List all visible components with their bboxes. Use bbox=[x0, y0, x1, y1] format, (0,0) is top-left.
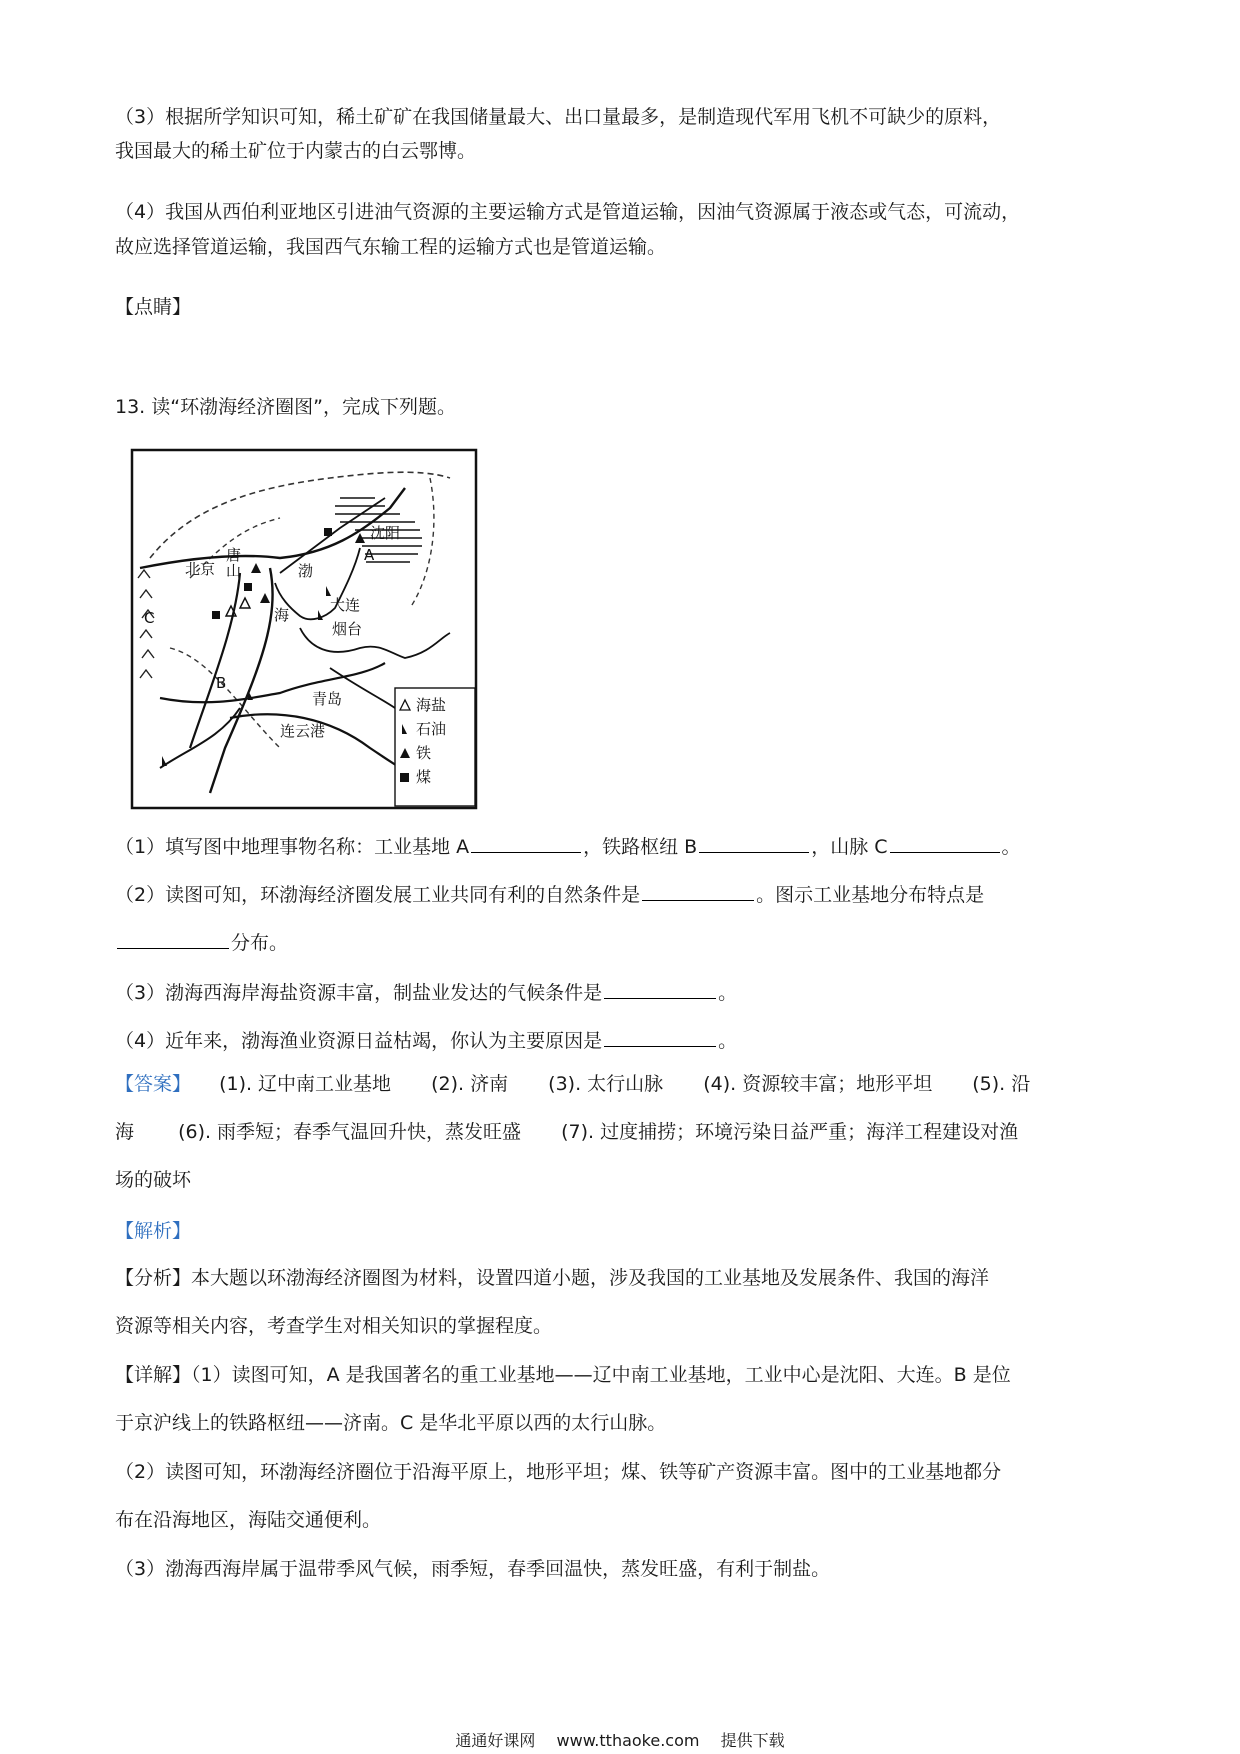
label-tangshan-2: 山 bbox=[226, 562, 242, 580]
answer-line-1 bbox=[115, 1075, 1030, 1094]
label-C: C bbox=[144, 609, 155, 627]
blank-railway-hub-b[interactable] bbox=[699, 832, 809, 853]
map-legend bbox=[395, 688, 475, 806]
q3-part-b: 。 bbox=[718, 982, 738, 1004]
detail-2-line-1: （2）读图可知，环渤海经济圈位于沿海平原上，地形平坦；煤、铁等矿产资源丰富。图中的工业基地都分 bbox=[115, 1461, 1002, 1483]
q2-part-a: （2）读图可知，环渤海经济圈发展工业共同有利的自然条件是 bbox=[115, 884, 641, 906]
para-4-line-1: （4）我国从西伯利亚地区引进油气资源的主要运输方式是管道运输，因油气资源属于液态或气态，可流动， bbox=[115, 201, 1021, 223]
answer-1: (1). 辽中南工业基地 bbox=[219, 1073, 392, 1095]
question-2-line-1 bbox=[115, 880, 984, 905]
answer-5-part-a: (5). 沿 bbox=[972, 1073, 1031, 1095]
answer-6: (6). 雨季短；春季气温回升快，蒸发旺盛 bbox=[178, 1121, 522, 1143]
footer-note: 提供下载 bbox=[720, 1731, 785, 1750]
detail-2-line-2: 布在沿海地区，海陆交通便利。 bbox=[115, 1509, 382, 1531]
footer-url[interactable]: www.tthaoke.com bbox=[556, 1731, 700, 1750]
blank-natural-conditions[interactable] bbox=[642, 880, 754, 901]
jiexi-heading: 【解析】 bbox=[115, 1220, 192, 1242]
q1-part-b: ，铁路枢纽 B bbox=[583, 836, 698, 858]
q4-part-a: （4）近年来，渤海渔业资源日益枯竭，你认为主要原因是 bbox=[115, 1030, 603, 1052]
q3-part-a: （3）渤海西海岸海盐资源丰富，制盐业发达的气候条件是 bbox=[115, 982, 603, 1004]
coal-symbol-hebei bbox=[212, 611, 220, 619]
answer-label: 【答案】 bbox=[115, 1073, 192, 1095]
legend-coal-icon bbox=[400, 773, 409, 782]
question-3 bbox=[115, 978, 737, 1003]
answer-line-2 bbox=[115, 1123, 1018, 1142]
detail-line-2: 于京沪线上的铁路枢纽——济南。C 是华北平原以西的太行山脉。 bbox=[115, 1412, 667, 1434]
footer-site-name: 通通好课网 bbox=[455, 1731, 536, 1750]
dianjing-heading: 【点睛】 bbox=[115, 296, 192, 318]
label-lianyungang: 连云港 bbox=[280, 722, 326, 740]
label-B: B bbox=[216, 674, 227, 692]
label-hai: 海 bbox=[274, 606, 290, 624]
answer-7-part-a: (7). 过度捕捞；环境污染日益严重；海洋工程建设对渔 bbox=[561, 1121, 1019, 1143]
label-yantai: 烟台 bbox=[332, 620, 363, 638]
page-footer bbox=[0, 1728, 1240, 1751]
label-beijing: 北京 bbox=[185, 560, 216, 578]
legend-iron: 铁 bbox=[416, 744, 432, 762]
detail-line-1: 【详解】（1）读图可知，A 是我国著名的重工业基地——辽中南工业基地，工业中心是沈阳、大连。B 是位 bbox=[115, 1364, 1011, 1386]
q4-part-b: 。 bbox=[718, 1030, 738, 1052]
label-tangshan-1: 唐 bbox=[226, 546, 242, 564]
answer-5-part-b: 海 bbox=[115, 1121, 135, 1143]
para-4-line-2: 故应选择管道运输，我国西气东输工程的运输方式也是管道运输。 bbox=[115, 236, 667, 258]
blank-mountain-c[interactable] bbox=[890, 832, 1000, 853]
label-bo: 渤 bbox=[298, 562, 314, 580]
label-A: A bbox=[364, 546, 375, 564]
para-3-line-1: （3）根据所学知识可知，稀土矿矿在我国储量最大、出口量最多，是制造现代军用飞机不可缺少的原料， bbox=[115, 106, 1002, 128]
analysis-line-1: 【分析】本大题以环渤海经济圈图为材料，设置四道小题，涉及我国的工业基地及发展条件、我国的海洋 bbox=[115, 1267, 990, 1289]
answer-4: (4). 资源较丰富；地形平坦 bbox=[703, 1073, 933, 1095]
label-qingdao: 青岛 bbox=[312, 690, 343, 708]
label-dalian: 大连 bbox=[330, 596, 361, 614]
question-1 bbox=[115, 832, 1021, 857]
blank-distribution-feature[interactable] bbox=[117, 928, 229, 949]
q1-part-a: （1）填写图中地理事物名称：工业基地 A bbox=[115, 836, 470, 858]
coal-symbol-tangshan bbox=[244, 583, 252, 591]
detail-3-line-1: （3）渤海西海岸属于温带季风气候，雨季短，春季回温快，蒸发旺盛，有利于制盐。 bbox=[115, 1558, 831, 1580]
label-shenyang: 沈阳 bbox=[370, 524, 401, 542]
blank-main-reason[interactable] bbox=[604, 1026, 716, 1047]
blank-climate-condition[interactable] bbox=[604, 978, 716, 999]
q1-part-c: ，山脉 C bbox=[811, 836, 888, 858]
answer-line-3: 场的破坏 bbox=[115, 1169, 192, 1191]
coal-symbol-shenyang bbox=[324, 528, 332, 536]
question-2-line-2 bbox=[115, 928, 288, 953]
blank-industrial-base-a[interactable] bbox=[471, 832, 581, 853]
legend-sea-salt: 海盐 bbox=[416, 696, 447, 714]
bohai-economic-circle-map bbox=[130, 448, 478, 810]
question-13-title: 13. 读“环渤海经济圈图”，完成下列题。 bbox=[115, 396, 456, 418]
q2-part-c: 分布。 bbox=[231, 932, 289, 954]
para-3-line-2: 我国最大的稀土矿位于内蒙古的白云鄂博。 bbox=[115, 140, 477, 162]
q2-part-b: 。图示工业基地分布特点是 bbox=[756, 884, 985, 906]
legend-coal: 煤 bbox=[416, 768, 432, 786]
legend-oil: 石油 bbox=[416, 720, 447, 738]
answer-2: (2). 济南 bbox=[431, 1073, 509, 1095]
analysis-line-2: 资源等相关内容，考查学生对相关知识的掌握程度。 bbox=[115, 1315, 553, 1337]
answer-3: (3). 太行山脉 bbox=[548, 1073, 664, 1095]
q1-end: 。 bbox=[1001, 836, 1021, 858]
question-4 bbox=[115, 1026, 737, 1051]
